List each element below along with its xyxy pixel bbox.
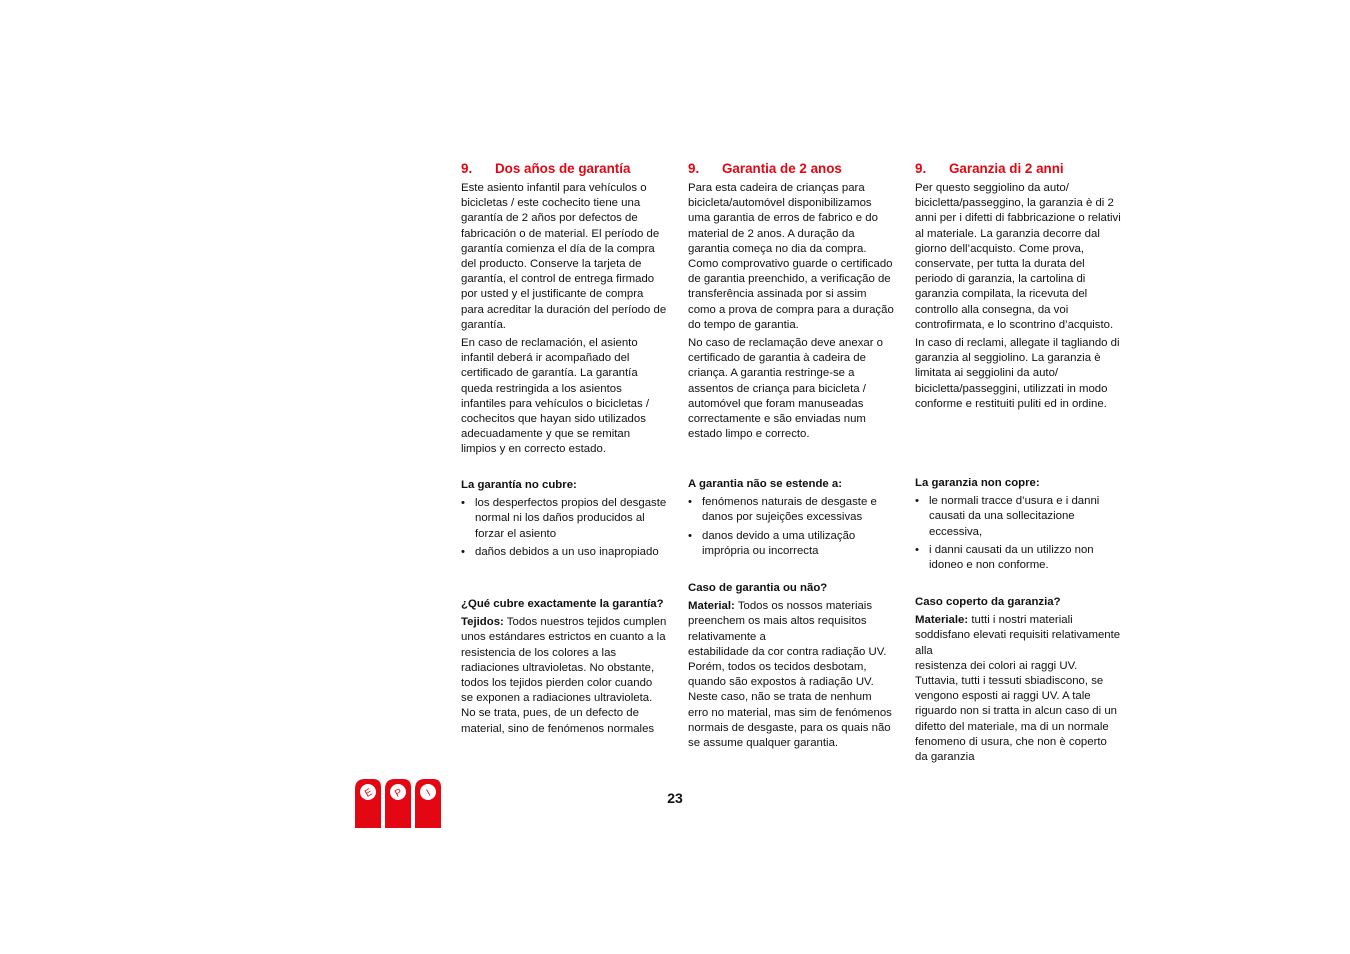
case-block <box>688 581 894 751</box>
section-title: Dos años de garantía <box>495 161 631 176</box>
paragraph: Este asiento infantil para vehículos o bicicletas / este cochecito tiene una garantía de 2 años por defectos de fabricación o de material. El período de garantía comienza el día de la compra del producto. Conserve la tarjeta de garantía, el control de entrega firmado por usted y el justificante de compra para acreditar la duración del período de garantía. <box>461 182 667 331</box>
case-title: Caso coperto da garanzia? <box>915 596 1061 608</box>
not-covered-list <box>688 495 894 559</box>
list-item: • fenómenos naturais de desgaste e danos por sujeições excessivas <box>688 495 894 525</box>
list-item: • danos devido a uma utilização imprópria ou incorrecta <box>688 529 894 559</box>
paragraph: Per questo seggiolino da auto/ bicicletta/passeggino, la garanzia è di 2 anni per i difetti di fabbricazione o relativi al materiale. La garanzia decorre dal giorno dell’acquisto. Come prova, conservate, per tutta la durata del periodo di garanzia, la cartolina di garanzia compilata, la ricevuta del controllo alla consegna, da voi controfirmata, e lo scontrino d’acquisto. <box>915 182 1121 331</box>
section-number: 9. <box>688 161 700 176</box>
material-body-cont: resistencia de los colores a las radiaciones ultravioletas. No obstante, todos los tejidos pierden color cuando se exponen a radiaciones ultravioleta. No se trata, pues, de un defecto de material, sino de fenómenos normales <box>461 646 655 735</box>
case-block <box>461 597 667 737</box>
not-covered-title: La garantía no cubre: <box>461 479 577 491</box>
page-number: 23 <box>667 790 683 806</box>
not-covered-block <box>461 478 667 563</box>
column-es <box>461 160 667 735</box>
list-item: • los desperfectos propios del desgaste normal ni los daños producidos al forzar el asiento <box>461 496 667 542</box>
case-block <box>915 595 1121 765</box>
logo-letter-i: I <box>424 787 433 799</box>
material-label: Materiale: <box>915 614 969 627</box>
column-it <box>915 160 1121 764</box>
not-covered-list <box>461 496 667 560</box>
material-body-cont: estabilidade da cor contra radiação UV. Porém, todos os tecidos desbotam, quando são expostos à radiação UV. Neste caso, não se trata de nenhum erro no material, mas sim de fenómenos normais de desgaste, para os quais não se assume qualquer garantia. <box>688 645 892 750</box>
paragraph: In caso di reclami, allegate il tagliando di garanzia al seggiolino. La garanzia è limitata ai seggiolini da auto/ bicicletta/passeggini, utilizzati in modo conforme e restituiti puliti ed in ordine. <box>915 337 1120 410</box>
not-covered-block <box>915 476 1121 576</box>
section-title: Garanzia di 2 anni <box>949 161 1064 176</box>
material-body: Todos os nossos materiais preenchem os mais altos requisitos relativamente a <box>688 600 873 643</box>
paragraph: Para esta cadeira de crianças para bicicleta/automóvel disponibilizamos uma garantia de erros de fabrico e do material de 2 anos. A duração da garantia começa no dia da compra. Como comprovativo guarde o certificado de garantia preenchido, a verificação de transferência assinada por si assim como a prova de compra para a duração do tempo de garantia. <box>688 182 894 331</box>
section-title: Garantia de 2 anos <box>722 161 842 176</box>
material-body-cont: resistenza dei colori ai raggi UV. Tuttavia, tutti i tessuti sbiadiscono, se vengono esposti ai raggi UV. A tale riguardo non si tratta in alcun caso di un difetto del materiale, ma di un normale fenomeno di usura, che non è coperto da garanzia <box>915 659 1117 764</box>
case-title: ¿Qué cubre exactamente la garantía? <box>461 598 664 610</box>
paragraph: No caso de reclamação deve anexar o certificado de garantia à cadeira de criança. A garantia restringe-se a assentos de criança para bicicleta / automóvel que foram manuseadas correctamente e são enviadas num estado limpo e correcto. <box>688 337 884 441</box>
list-item: • i danni causati da un utilizzo non idoneo e non conforme. <box>915 543 1121 573</box>
not-covered-list <box>915 494 1121 573</box>
section-heading <box>688 160 894 177</box>
material-label: Material: <box>688 600 735 613</box>
not-covered-title: A garantia não se estende a: <box>688 478 843 490</box>
list-item: • daños debidos a un uso inapropiado <box>461 545 667 560</box>
material-text <box>915 613 1121 659</box>
not-covered-block <box>688 477 894 562</box>
material-body: Todos nuestros tejidos cumplen unos estándares estrictos en cuanto a la <box>461 616 667 644</box>
logo-letter-p: P <box>393 786 405 800</box>
section-number: 9. <box>915 161 927 176</box>
section-heading <box>915 160 1121 177</box>
material-body: tutti i nostri materiali soddisfano elevati requisiti relativamente alla <box>915 614 1121 657</box>
section-heading <box>461 160 667 177</box>
logo-tab-p <box>385 779 411 828</box>
section-number: 9. <box>461 161 473 176</box>
epi-logo <box>355 779 441 828</box>
not-covered-title: La garanzia non copre: <box>915 477 1040 489</box>
column-pt <box>688 160 894 750</box>
logo-tab-e <box>355 779 381 828</box>
material-label: Tejidos: <box>461 616 504 629</box>
logo-letter-e: E <box>363 786 375 800</box>
material-text <box>461 615 667 645</box>
logo-tab-i <box>415 779 441 828</box>
material-text <box>688 599 894 645</box>
list-item: • le normali tracce d’usura e i danni causati da una sollecitazione eccessiva, <box>915 494 1121 540</box>
paragraph: En caso de reclamación, el asiento infantil deberá ir acompañado del certificado de garantía. La garantía queda restringida a los asientos infantiles para vehículos o bicicletas / cochecitos que hayan sido utilizados adecuadamente y que se remitan limpios y en correcto estado. <box>461 337 650 456</box>
case-title: Caso de garantia ou não? <box>688 582 828 594</box>
